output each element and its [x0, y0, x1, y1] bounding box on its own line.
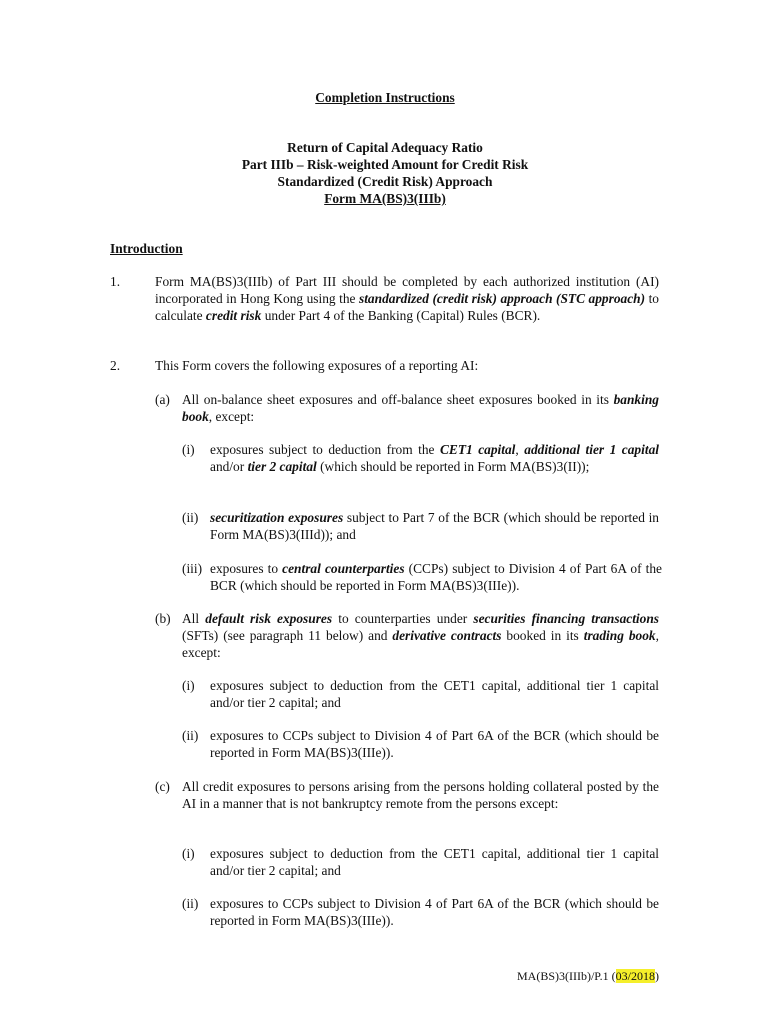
para-2-number: 2. [110, 358, 121, 373]
item-a-i-text-3: and/or [210, 459, 248, 474]
item-a-i [210, 441, 659, 475]
item-b-ii-label: (ii) [182, 728, 199, 743]
para-1-text-2: to calculate [155, 291, 659, 323]
title-line-2: Part IIIb – Risk-weighted Amount for Credit Risk [241, 157, 529, 172]
item-a-iii-label: (iii) [182, 561, 203, 576]
para-2: This Form covers the following exposures of a reporting AI: [155, 358, 479, 373]
form-title-text: Form MA(BS)3(IIIb) [324, 191, 446, 206]
heading-completion-instructions: Completion Instructions [315, 90, 455, 105]
item-a-i-text-4: (which should be reported in Form MA(BS)3(II)); [316, 459, 590, 474]
item-a-i-text-1: exposures subject to deduction from the [210, 442, 440, 457]
item-a-iii-text-1: exposures to [210, 561, 283, 576]
form-title [0, 190, 770, 207]
title-line-1: Return of Capital Adequacy Ratio [287, 140, 483, 155]
item-c-i-label: (i) [182, 846, 195, 861]
item-b-text-2: to counterparties under [332, 611, 474, 626]
term-banking-book: banking book [182, 392, 659, 424]
item-a-i-label: (i) [182, 442, 195, 457]
item-a-iii [210, 560, 662, 594]
item-a-iii-text-2: (CCPs) subject to Division 4 of Part 6A of the BCR (which should be reported in Form MA(BS)3(IIIe)). [210, 561, 662, 593]
term-central-counterparties: central counterparties [282, 561, 405, 576]
item-c-i: exposures subject to deduction from the CET1 capital, additional tier 1 capital and/or tier 2 capital; and [210, 846, 659, 878]
item-c-ii: exposures to CCPs subject to Division 4 of Part 6A of the BCR (which should be reported in Form MA(BS)3(IIIe)). [210, 896, 659, 928]
item-b-text-1: All [182, 611, 206, 626]
item-b-ii: exposures to CCPs subject to Division 4 of Part 6A of the BCR (which should be reported in Form MA(BS)3(IIIe)). [210, 728, 659, 760]
term-securitization-exposures: securitization exposures [210, 510, 344, 525]
term-trading-book: trading book [583, 628, 656, 643]
term-default-risk-exposures: default risk exposures [205, 611, 333, 626]
item-a-ii [210, 509, 659, 543]
term-stc-approach: standardized (credit risk) approach (STC approach) [359, 291, 646, 306]
term-cet1-capital: CET1 capital [439, 442, 516, 457]
para-1 [155, 273, 659, 324]
item-b-i-label: (i) [182, 678, 195, 693]
item-b-text-3: (SFTs) (see paragraph 11 below) and [182, 628, 393, 643]
page-footer [517, 968, 659, 985]
item-a-ii-label: (ii) [182, 510, 199, 525]
item-b [182, 610, 659, 661]
title-line-3: Standardized (Credit Risk) Approach [277, 174, 493, 189]
term-derivative-contracts: derivative contracts [392, 628, 502, 643]
para-1-number: 1. [110, 274, 121, 289]
item-b-label: (b) [155, 611, 171, 626]
footer-close-paren: ) [655, 969, 659, 983]
item-b-i: exposures subject to deduction from the CET1 capital, additional tier 1 capital and/or tier 2 capital; and [210, 678, 659, 710]
item-a-ii-text-1: subject to Part 7 of the BCR (which should be reported in Form MA(BS)3(IIId)); and [210, 510, 660, 542]
item-a-i-text-2: , [515, 442, 525, 457]
item-b-text-4: booked in its [501, 628, 584, 643]
item-c: All credit exposures to persons arising from the persons holding collateral posted by the AI in a manner that is not bankruptcy remote from the persons except: [182, 779, 659, 811]
item-a-text-2: , except: [208, 409, 255, 424]
item-a-text-1: All on-balance sheet exposures and off-balance sheet exposures booked in its [182, 392, 614, 407]
footer-page-ref: MA(BS)3(IIIb)/P.1 ( [516, 969, 616, 983]
item-a [182, 391, 659, 425]
term-tier-2-capital: tier 2 capital [247, 459, 317, 474]
term-additional-tier-1: additional tier 1 capital [524, 442, 659, 457]
term-credit-risk: credit risk [205, 308, 262, 323]
item-c-label: (c) [155, 779, 170, 794]
section-heading-introduction: Introduction [110, 241, 183, 256]
para-1-text-1: Form MA(BS)3(IIIb) of Part III should be completed by each authorized institution (AI) incorporated in Hong Kong using the [155, 274, 659, 306]
para-1-text-3: under Part 4 of the Banking (Capital) Rules (BCR). [261, 308, 541, 323]
item-b-text-5: , except: [182, 628, 659, 660]
footer-date-highlight: 03/2018 [615, 969, 655, 983]
item-c-ii-label: (ii) [182, 896, 199, 911]
term-securities-financing-transactions: securities financing transactions [473, 611, 660, 626]
item-a-label: (a) [155, 392, 170, 407]
